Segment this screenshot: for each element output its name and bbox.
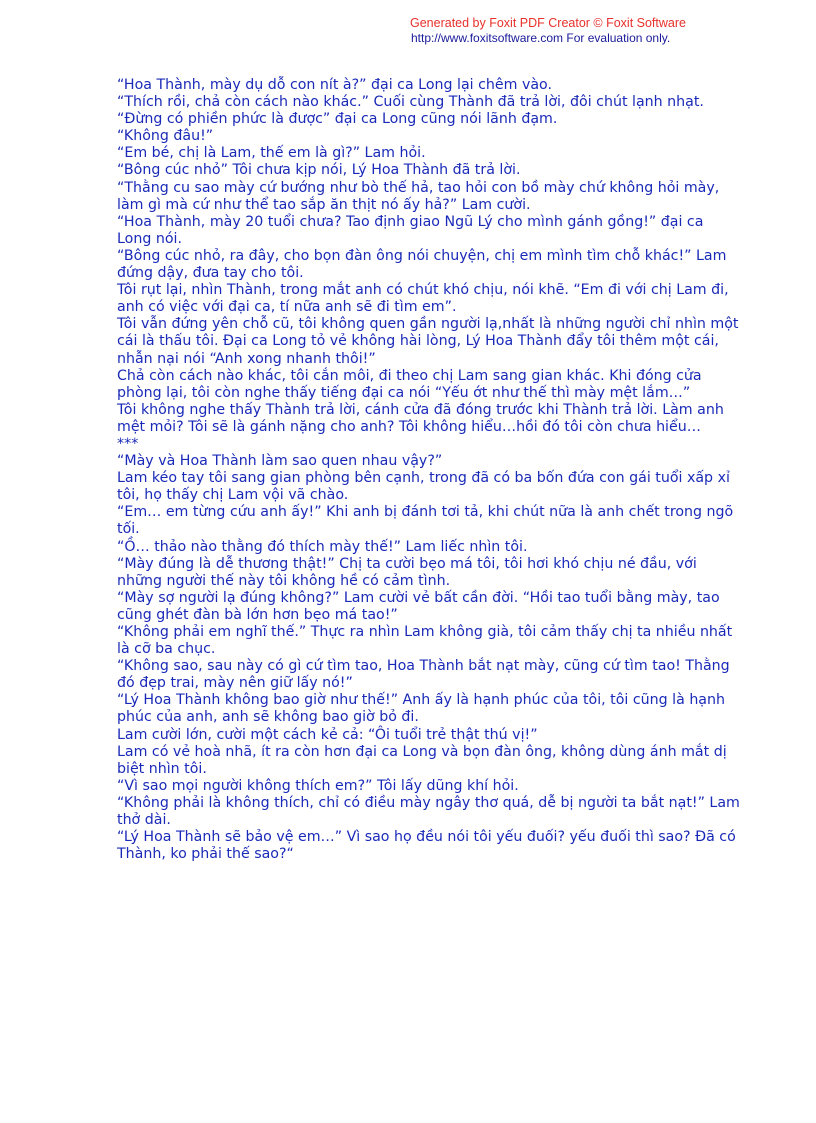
paragraph: Lam có vẻ hoà nhã, ít ra còn hơn đại ca Long và bọn đàn ông, không dùng ánh mắt dị biệt nhìn tôi. bbox=[117, 743, 727, 777]
paragraph: Tôi vẫn đứng yên chỗ cũ, tôi không quen gần người lạ,nhất là những người chỉ nhìn một cái là thấu tôi. Đại ca Long tỏ vẻ không hài lòng, Lý Hoa Thành đẩy tôi thêm một cái, nhẫn nại nói “Anh xong nhanh thôi!” bbox=[117, 316, 739, 367]
watermark-generator-line: Generated by Foxit PDF Creator © Foxit Software bbox=[410, 16, 686, 30]
paragraph: “Không sao, sau này có gì cứ tìm tao, Hoa Thành bắt nạt mày, cũng cứ tìm tao! Thằng đó đẹp trai, mày nên giữ lấy nó!” bbox=[117, 658, 730, 692]
paragraph: “Mày đúng là dễ thương thật!” Chị ta cười bẹo má tôi, tôi hơi khó chịu né đầu, với những người thế này tôi không hề có cảm tình. bbox=[117, 555, 697, 589]
paragraph: “Không phải em nghĩ thế.” Thực ra nhìn Lam không già, tôi cảm thấy chị ta nhiều nhất là cỡ ba chục. bbox=[117, 624, 733, 658]
paragraph: “Vì sao mọi người không thích em?” Tôi lấy dũng khí hỏi. bbox=[117, 777, 519, 794]
paragraph: “Mày và Hoa Thành làm sao quen nhau vậy?” bbox=[117, 453, 443, 470]
paragraph: Chả còn cách nào khác, tôi cắn môi, đi theo chị Lam sang gian khác. Khi đóng cửa phòng lại, tôi còn nghe thấy tiếng đại ca nói “Yếu ớt như thế thì mày mệt lắm…” bbox=[117, 367, 702, 401]
watermark-url-line: http://www.foxitsoftware.com For evaluation only. bbox=[411, 31, 671, 45]
paragraph: “Lý Hoa Thành sẽ bảo vệ em…” Vì sao họ đều nói tôi yếu đuối? yếu đuối thì sao? Đã có Thành, ko phải thế sao?“ bbox=[117, 829, 736, 863]
paragraph: “Em… em từng cứu anh ấy!” Khi anh bị đánh tơi tả, khi chút nữa là anh chết trong ngõ tối. bbox=[117, 504, 734, 538]
paragraph: “Đừng có phiền phức là được” đại ca Long cũng nói lãnh đạm. bbox=[117, 111, 558, 128]
paragraph: Lam kéo tay tôi sang gian phòng bên cạnh, trong đã có ba bốn đứa con gái tuổi xấp xỉ tôi, họ thấy chị Lam vội vã chào. bbox=[117, 470, 730, 504]
evaluation-watermark bbox=[410, 16, 710, 46]
paragraph: “Thích rồi, chả còn cách nào khác.” Cuối cùng Thành đã trả lời, đôi chút lạnh nhạt. bbox=[117, 94, 704, 111]
paragraph: “Thằng cu sao mày cứ bướng như bò thế hả, tao hỏi con bồ mày chứ không hỏi mày, làm gì mà cứ như thể tao sắp ăn thịt nó ấy hả?” Lam cười. bbox=[117, 179, 720, 213]
paragraph: Tôi rụt lại, nhìn Thành, trong mắt anh có chút khó chịu, nói khẽ. “Em đi với chị Lam đi, anh có việc với đại ca, tí nữa anh sẽ đi tìm em”. bbox=[117, 282, 729, 316]
document-body bbox=[117, 77, 742, 863]
paragraph: “Hoa Thành, mày dụ dỗ con nít à?” đại ca Long lại chêm vào. bbox=[117, 77, 552, 93]
paragraph: “Hoa Thành, mày 20 tuổi chưa? Tao định giao Ngũ Lý cho mình gánh gồng!” đại ca Long nói. bbox=[117, 213, 704, 247]
paragraph: “Em bé, chị là Lam, thế em là gì?” Lam hỏi. bbox=[117, 145, 426, 162]
paragraph: “Ồ… thảo nào thằng đó thích mày thế!” Lam liếc nhìn tôi. bbox=[117, 538, 528, 555]
paragraph: Tôi không nghe thấy Thành trả lời, cánh cửa đã đóng trước khi Thành trả lời. Làm anh mệt mỏi? Tôi sẽ là gánh nặng cho anh? Tôi không hiểu…hồi đó tôi còn chưa hiểu… bbox=[117, 401, 724, 435]
paragraph: “Không đâu!” bbox=[117, 128, 214, 145]
paragraph: Lam cười lớn, cười một cách kẻ cả: “Ôi tuổi trẻ thật thú vị!” bbox=[117, 726, 538, 743]
paragraph: “Lý Hoa Thành không bao giờ như thế!” Anh ấy là hạnh phúc của tôi, tôi cũng là hạnh phúc của anh, anh sẽ không bao giờ bỏ đi. bbox=[117, 692, 725, 726]
paragraph: “Không phải là không thích, chỉ có điều mày ngây thơ quá, dễ bị người ta bắt nạt!” Lam thở dài. bbox=[117, 794, 740, 829]
paragraph: “Mày sợ người lạ đúng không?” Lam cười vẻ bất cần đời. “Hồi tao tuổi bằng mày, tao cũng ghét đàn bà lớn hơn bẹo má tao!” bbox=[117, 589, 720, 623]
paragraph: “Bông cúc nhỏ, ra đây, cho bọn đàn ông nói chuyện, chị em mình tìm chỗ khác!” Lam đứng dậy, đưa tay cho tôi. bbox=[117, 247, 727, 282]
paragraph: “Bông cúc nhỏ” Tôi chưa kịp nói, Lý Hoa Thành đã trả lời. bbox=[117, 162, 521, 179]
paragraph: *** bbox=[117, 435, 139, 452]
